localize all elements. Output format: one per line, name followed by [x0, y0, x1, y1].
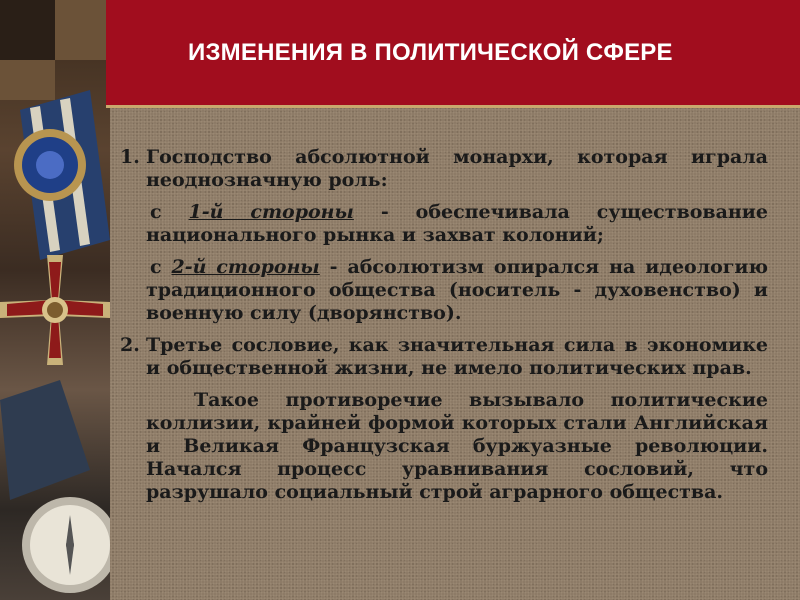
- list-item-number: 1.: [120, 146, 140, 168]
- medals-illustration: [0, 0, 110, 600]
- title-banner: [106, 0, 800, 105]
- second-side-paragraph: [120, 256, 768, 325]
- first-side-emphasis: 1-й стороны: [188, 201, 354, 223]
- list-item-text: Господство абсолютной монархи, которая играла неоднозначную роль:: [146, 146, 768, 191]
- second-side-text: - абсолютизм опирался на идеологию традиционного общества (носитель - духовенство) и военную силу (дворянство).: [146, 256, 769, 324]
- list-item-number: 2.: [120, 334, 140, 356]
- conclusion-paragraph: Такое противоречие вызывало политические коллизии, крайней формой которых стали Английская и Великая Французская буржуазные революции. Начался процесс уравнивания сословий, что разрушало социальный строй аграрного общества.: [146, 389, 768, 503]
- slide-title: ИЗМЕНЕНИЯ В ПОЛИТИЧЕСКОЙ СФЕРЕ: [188, 38, 673, 66]
- list-item-1: [120, 146, 768, 192]
- first-side-paragraph: [120, 201, 768, 247]
- list-item-2: [120, 334, 768, 380]
- slide-content: [120, 146, 768, 513]
- second-side-prefix: с: [150, 256, 172, 278]
- list-item-text: Третье сословие, как значительная сила в экономике и общественной жизни, не имело политических прав.: [146, 334, 768, 379]
- first-side-text: - обеспечивала существование национального рынка и захват колоний;: [146, 201, 768, 246]
- title-divider: [106, 105, 800, 108]
- decorative-photo-medals: [0, 0, 110, 600]
- second-side-emphasis: 2-й стороны: [171, 256, 320, 278]
- first-side-prefix: с: [150, 201, 189, 223]
